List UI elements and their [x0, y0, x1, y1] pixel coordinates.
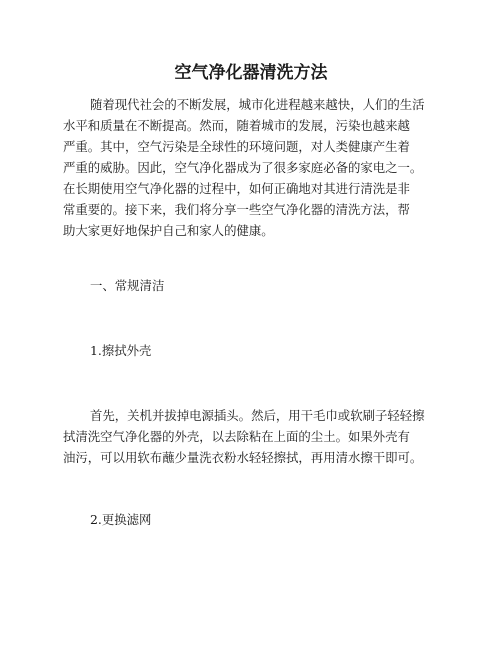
- subsection-heading-wipe-casing: 1.擦拭外壳: [90, 343, 152, 358]
- intro-line-7: 助大家更好地保护自己和家人的健康。: [63, 223, 274, 238]
- intro-line-3: 严重。其中，空气污染是全球性的环境问题，对人类健康产生着: [63, 139, 410, 154]
- intro-line-4: 严重的威胁。因此，空气净化器成为了很多家庭必备的家电之一。: [63, 160, 423, 175]
- casing-paragraph-line-1: 首先，关机并拔掉电源插头。然后，用干毛巾或软刷子轻轻擦: [90, 408, 425, 423]
- casing-paragraph-line-2: 拭清洗空气净化器的外壳，以去除粘在上面的尘土。如果外壳有: [63, 429, 410, 444]
- intro-line-5: 在长期使用空气净化器的过程中，如何正确地对其进行清洗是非: [63, 181, 410, 196]
- intro-line-1: 随着现代社会的不断发展，城市化进程越来越快，人们的生活: [90, 97, 425, 112]
- subsection-heading-replace-filter: 2.更换滤网: [90, 512, 152, 527]
- intro-line-2: 水平和质量在不断提高。然而，随着城市的发展，污染也越来越: [63, 118, 410, 133]
- casing-paragraph-line-3: 油污，可以用软布蘸少量洗衣粉水轻轻擦拭，再用清水擦干即可。: [63, 450, 423, 465]
- intro-line-6: 常重要的。接下来，我们将分享一些空气净化器的清洗方法，帮: [63, 202, 410, 217]
- document-title: 空气净化器清洗方法: [174, 63, 328, 83]
- section-heading-routine-cleaning: 一、常规清洁: [90, 278, 165, 293]
